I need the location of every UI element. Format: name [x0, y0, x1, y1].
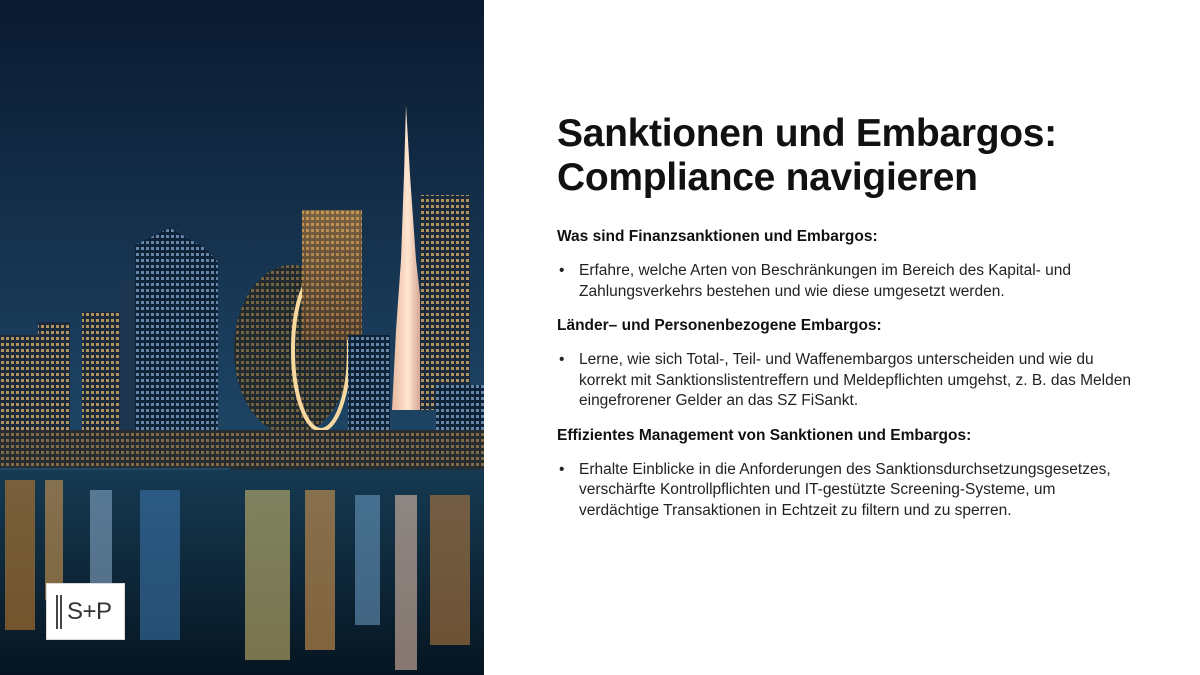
section-heading: Was sind Finanzsanktionen und Embargos:	[557, 228, 878, 245]
title-line-2: Compliance navigieren	[557, 156, 978, 199]
title-line-1: Sanktionen und Embargos:	[557, 112, 1057, 155]
sp-logo	[46, 583, 125, 640]
logo-bar	[60, 595, 62, 629]
bullet-dot: •	[559, 262, 565, 279]
slide-content	[557, 112, 1167, 521]
bullet-dot: •	[559, 460, 565, 478]
city-skyline-photo	[0, 0, 484, 675]
bullet-text: Erfahre, welche Arten von Beschränkungen im Bereich des Kapital- und Zahlungsverkehrs bestehen und wie diese umgesetzt werden.	[579, 262, 1071, 300]
section-sanctions-management	[557, 426, 1167, 522]
bullet-text: Erhalte Einblicke in die Anforderungen des Sanktionsdurchsetzungsgesetzes, verschärfte Kontrollpflichten und IT-gestützte Screening-Systeme, um verdächtige Transaktionen in Echtzeit zu filtern und zu sperren.	[579, 460, 1111, 519]
bullet-item	[557, 261, 1139, 302]
section-country-embargos	[557, 316, 1167, 412]
bullet-item	[557, 350, 1139, 412]
bullet-dot: •	[559, 351, 565, 368]
skyline-illustration	[0, 0, 484, 675]
bullet-item	[557, 460, 1139, 522]
bullet-text: Lerne, wie sich Total-, Teil- und Waffenembargos unterscheiden und wie du korrekt mit Sanktionslistentreffern und Meldepflichten umgehst, z. B. das Melden eingefrorener Gelder an das SZ FiSankt.	[579, 351, 1131, 409]
section-financial-sanctions	[557, 227, 1167, 302]
section-heading: Länder– und Personenbezogene Embargos:	[557, 317, 882, 334]
slide-title	[557, 112, 1167, 200]
section-heading: Effizientes Management von Sanktionen und Embargos:	[557, 426, 972, 444]
logo-text: S+P	[67, 598, 112, 625]
logo-bar	[56, 595, 58, 629]
